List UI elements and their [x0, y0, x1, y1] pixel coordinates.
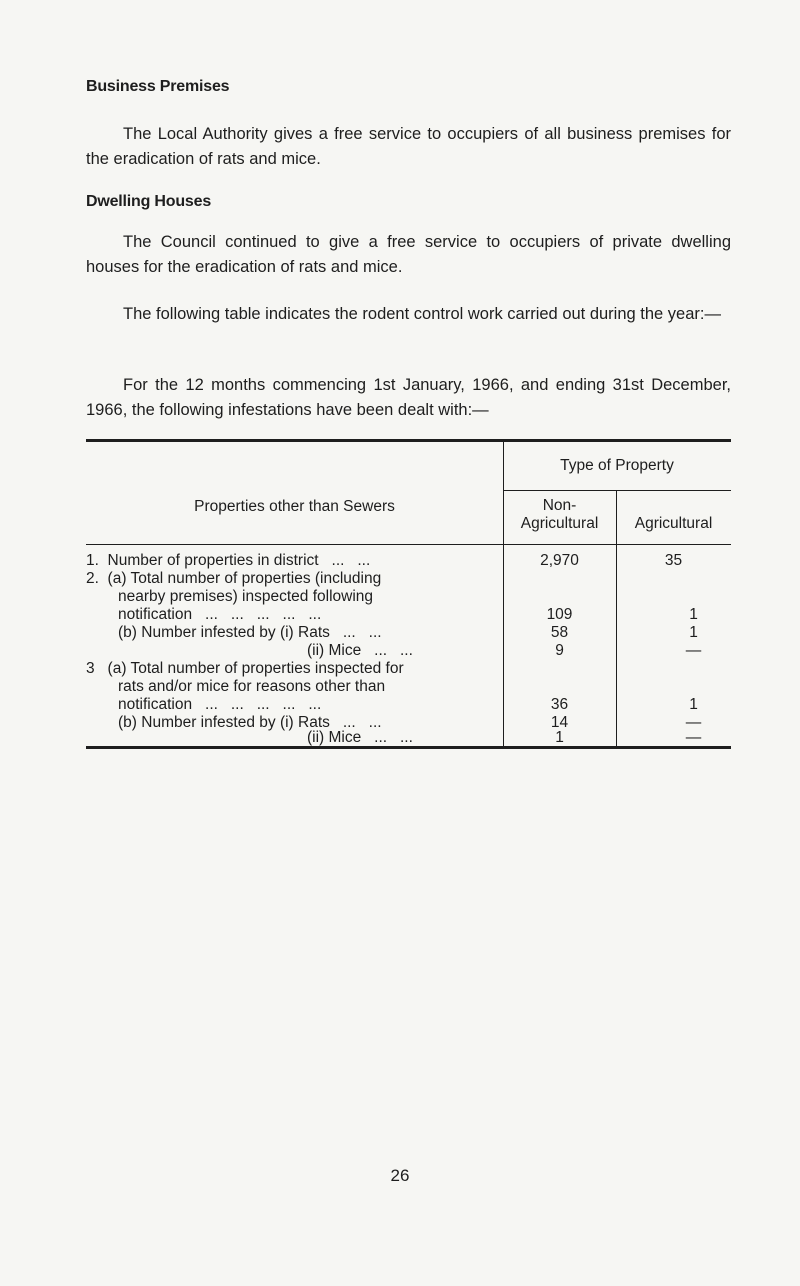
- row-label: notification ... ... ... ... ...: [118, 606, 322, 623]
- paragraph-table-intro: The following table indicates the rodent control work carried out during the year:—: [123, 305, 721, 323]
- cell-non-agricultural: 2,970: [540, 552, 579, 569]
- cell-agricultural: 35: [664, 552, 683, 569]
- header-bottom-rule: [86, 544, 731, 545]
- cell-agricultural: 1: [689, 624, 698, 641]
- cell-agricultural: 1: [689, 606, 698, 623]
- row-label: (ii) Mice ... ...: [307, 642, 413, 659]
- row-label: nearby premises) inspected following: [118, 588, 374, 605]
- row-label: (ii) Mice ... ...: [307, 729, 413, 746]
- paragraph-period: For the 12 months commencing 1st January, 1966, and ending 31st December, 1966, the following infestations have been dealt with:—: [86, 376, 731, 419]
- page-number: 26: [390, 1166, 410, 1185]
- cell-agricultural: —: [685, 714, 702, 731]
- row-label: 3 (a) Total number of properties inspected for: [86, 660, 404, 677]
- cell-agricultural: —: [685, 729, 702, 746]
- paragraph-dwelling-houses: The Council continued to give a free service to occupiers of private dwelling houses for the eradication of rats and mice.: [86, 233, 731, 276]
- header-type-of-property: Type of Property: [560, 457, 674, 474]
- row-label: 2. (a) Total number of properties (including: [86, 570, 382, 587]
- row-label: rats and/or mice for reasons other than: [118, 678, 386, 695]
- cell-non-agricultural: 109: [546, 606, 573, 623]
- header-agricultural: Agricultural: [634, 515, 713, 532]
- table-top-rule: [86, 439, 731, 442]
- cell-agricultural: 1: [689, 696, 698, 713]
- heading-dwelling-houses: Dwelling Houses: [86, 193, 212, 210]
- cell-non-agricultural: 36: [550, 696, 569, 713]
- heading-business-premises: Business Premises: [86, 78, 230, 95]
- paragraph-business-premises: The Local Authority gives a free service to occupiers of all business premises for the eradication of rats and mice.: [86, 125, 731, 168]
- header-non-agricultural-line2: Agricultural: [520, 515, 599, 532]
- group-header-rule: [503, 490, 731, 491]
- cell-non-agricultural: 9: [555, 642, 564, 659]
- row-label: (b) Number infested by (i) Rats ... ...: [118, 624, 382, 641]
- header-properties: Properties other than Sewers: [194, 498, 395, 515]
- cell-non-agricultural: 58: [550, 624, 569, 641]
- cell-agricultural: —: [685, 642, 702, 659]
- row-label: 1. Number of properties in district ... ...: [86, 552, 371, 569]
- row-label: notification ... ... ... ... ...: [118, 696, 322, 713]
- cell-non-agricultural: 1: [555, 729, 564, 746]
- row-label: (b) Number infested by (i) Rats ... ...: [118, 714, 382, 731]
- cell-non-agricultural: 14: [550, 714, 569, 731]
- header-non-agricultural-line1: Non-: [542, 497, 577, 514]
